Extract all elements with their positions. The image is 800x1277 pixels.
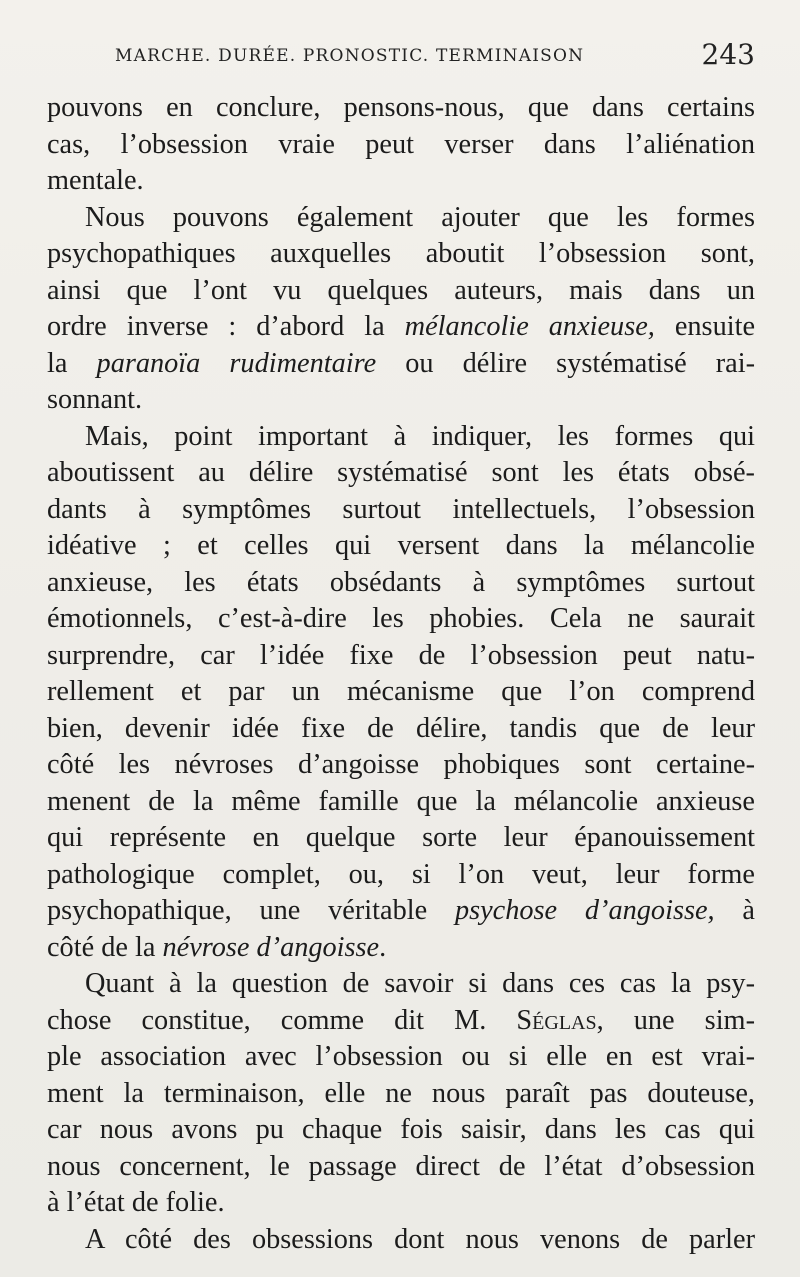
- text-segment: psychopathiques auxquelles aboutit l’obsession sont,: [47, 238, 755, 269]
- text-line: [47, 163, 755, 200]
- text-segment: à: [714, 895, 755, 926]
- text-line: [47, 1222, 755, 1259]
- text-segment: Mais, point important à indiquer, les formes qui: [85, 420, 755, 452]
- running-title: MARCHE. DURÉE. PRONOSTIC. TERMINAISON: [115, 46, 585, 66]
- text-line: [47, 492, 755, 529]
- page-number: 243: [701, 38, 755, 71]
- text-segment: aboutissent au délire systématisé sont les états obsé-: [47, 457, 755, 488]
- text-segment: côté les névroses d’angoisse phobiques sont certaine-: [47, 749, 755, 780]
- text-line: [47, 200, 755, 237]
- text-segment: pathologique complet, ou, si l’on veut, leur forme: [47, 858, 755, 890]
- text-line: [47, 346, 755, 383]
- text-line: [47, 1039, 755, 1076]
- text-line: [47, 528, 755, 565]
- text-line: [47, 711, 755, 748]
- author-name: Séglas: [516, 1004, 597, 1036]
- text-line: [47, 127, 755, 164]
- text-segment: menent de la même famille que la mélancolie anxieuse: [47, 785, 755, 817]
- text-segment: ment la terminaison, elle ne nous paraît pas douteuse,: [47, 1077, 755, 1109]
- text-segment: , une sim-: [596, 1004, 755, 1036]
- text-segment: cas, l’obsession vraie peut verser dans l’aliénation: [47, 128, 755, 160]
- text-line: [47, 1185, 755, 1222]
- text-line: [47, 565, 755, 602]
- text-segment: ensuite: [654, 311, 755, 342]
- text-segment: ordre inverse : d’abord la: [47, 311, 405, 342]
- text-segment: mentale.: [47, 165, 144, 196]
- text-segment: psychopathique, une véritable: [47, 895, 455, 926]
- text-segment: ple association avec l’obsession ou si elle en est vrai-: [47, 1041, 755, 1072]
- text-segment: car nous avons pu chaque fois saisir, dans les cas qui: [47, 1114, 755, 1145]
- text-segment: côté de la: [47, 931, 163, 963]
- italic-text: mélancolie anxieuse,: [404, 311, 655, 342]
- text-segment: Nous pouvons également ajouter que les formes: [85, 201, 755, 233]
- text-segment: chose constitue, comme dit M.: [47, 1004, 517, 1036]
- text-segment: .: [379, 931, 387, 963]
- text-line: [47, 893, 755, 930]
- text-line: [47, 236, 755, 273]
- text-segment: émotionnels, c’est-à-dire les phobies. Cela ne saurait: [47, 603, 755, 634]
- text-line: [47, 747, 755, 784]
- text-segment: idéative ; et celles qui versent dans la mélancolie: [47, 530, 755, 561]
- text-segment: rellement et par un mécanisme que l’on comprend: [47, 676, 755, 707]
- text-line: [47, 820, 755, 857]
- text-line: [47, 674, 755, 711]
- body-text: [47, 90, 755, 1258]
- text-line: [47, 455, 755, 492]
- text-segment: A côté des obsessions dont nous venons de parler: [85, 1223, 755, 1255]
- text-segment: Quant à la question de savoir si dans ces cas la psy-: [85, 968, 755, 999]
- text-segment: la: [47, 347, 97, 379]
- text-line: [47, 1149, 755, 1186]
- text-segment: ainsi que l’ont vu quelques auteurs, mais dans un: [47, 274, 755, 306]
- text-segment: ou délire systématisé rai-: [376, 347, 756, 379]
- text-segment: pouvons en conclure, pensons-nous, que dans certains: [47, 92, 755, 123]
- text-segment: dants à symptômes surtout intellectuels, l’obsession: [47, 493, 755, 525]
- text-segment: sonnant.: [47, 384, 143, 415]
- text-line: [47, 382, 755, 419]
- text-segment: bien, devenir idée fixe de délire, tandis que de leur: [47, 712, 755, 744]
- text-line: [47, 273, 755, 310]
- text-line: [47, 857, 755, 894]
- text-line: [47, 966, 755, 1003]
- text-line: [47, 419, 755, 456]
- text-segment: anxieuse, les états obsédants à symptômes surtout: [47, 566, 755, 598]
- text-line: [47, 638, 755, 675]
- text-segment: à l’état de folie.: [47, 1187, 225, 1218]
- text-line: [47, 930, 755, 967]
- italic-text: psychose d’angoisse,: [454, 895, 715, 926]
- italic-text: paranoïa rudimentaire: [96, 347, 377, 379]
- italic-text: névrose d’angoisse: [162, 931, 380, 963]
- text-line: [47, 601, 755, 638]
- text-line: [47, 309, 755, 346]
- text-segment: surprendre, car l’idée fixe de l’obsession peut natu-: [47, 639, 755, 671]
- page-header: [115, 40, 755, 80]
- text-line: [47, 1112, 755, 1149]
- text-line: [47, 784, 755, 821]
- text-line: [47, 1076, 755, 1113]
- text-segment: qui représente en quelque sorte leur épanouissement: [47, 822, 755, 853]
- text-line: [47, 90, 755, 127]
- text-line: [47, 1003, 755, 1040]
- text-segment: nous concernent, le passage direct de l’état d’obsession: [47, 1150, 755, 1182]
